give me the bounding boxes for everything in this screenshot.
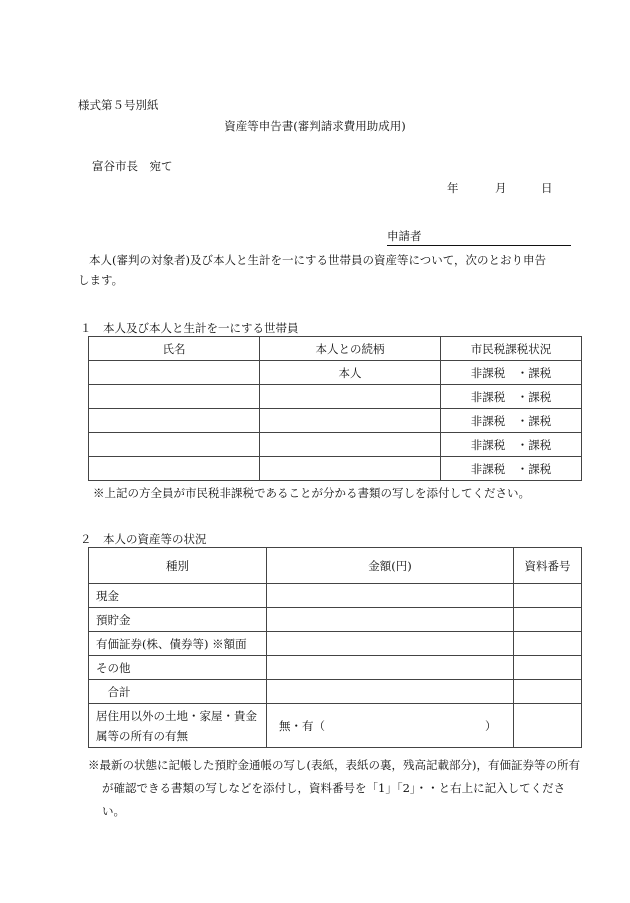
tax-status-cell[interactable]: 非課税 ・課税: [441, 433, 582, 457]
table-row: [89, 433, 582, 457]
date-year: 年: [447, 181, 459, 195]
table-row: [89, 608, 582, 632]
date-day: 日: [541, 181, 553, 195]
section1-heading: １ 本人及び本人と生計を一にする世帯員: [80, 321, 299, 335]
amount-cell[interactable]: [267, 632, 514, 656]
document-title: 資産等申告書(審判請求費用助成用): [224, 119, 406, 133]
table-row: [89, 632, 582, 656]
document-number-cell[interactable]: [514, 704, 582, 748]
asset-type-securities: 有価証券(株、債券等) ※額面: [89, 632, 267, 656]
table-header-row: [89, 548, 582, 584]
table-header-row: [89, 337, 582, 361]
applicant-field[interactable]: [387, 228, 571, 246]
header-amount: 金額(円): [267, 548, 514, 584]
addressee: 富谷市長 宛て: [92, 159, 173, 173]
name-cell[interactable]: [89, 433, 260, 457]
section2-heading: ２ 本人の資産等の状況: [80, 532, 207, 546]
header-document-number: 資料番号: [514, 548, 582, 584]
tax-status-cell[interactable]: 非課税 ・課税: [441, 361, 582, 385]
name-cell[interactable]: [89, 385, 260, 409]
document-number-cell[interactable]: [514, 584, 582, 608]
amount-cell[interactable]: [267, 680, 514, 704]
table-row: [89, 385, 582, 409]
relation-cell[interactable]: [260, 385, 441, 409]
amount-cell[interactable]: [267, 608, 514, 632]
tax-status-cell[interactable]: 非課税 ・課税: [441, 409, 582, 433]
form-number: 様式第５号別紙: [78, 98, 159, 112]
tax-status-cell[interactable]: 非課税 ・課税: [441, 385, 582, 409]
relation-cell[interactable]: [260, 457, 441, 481]
applicant-label: 申請者: [387, 229, 422, 243]
assets-table: [88, 547, 582, 748]
table-row: [89, 704, 582, 748]
name-cell[interactable]: [89, 409, 260, 433]
property-ownership-label: 居住用以外の土地・家屋・貴金 属等の所有の有無: [89, 704, 267, 748]
header-relation: 本人との続柄: [260, 337, 441, 361]
section2-note: ※最新の状態に記帳した預貯金通帳の写し(表紙，表紙の裏，残高記載部分)，有価証券等の所有が確認できる書類の写しなどを添付し，資料番号を「1」「2」・・と右上に記入してください。: [88, 758, 580, 818]
name-cell[interactable]: [89, 361, 260, 385]
amount-cell[interactable]: [267, 584, 514, 608]
document-number-cell[interactable]: [514, 608, 582, 632]
asset-type-cash: 現金: [89, 584, 267, 608]
name-cell[interactable]: [89, 457, 260, 481]
table-row: [89, 457, 582, 481]
asset-type-other: その他: [89, 656, 267, 680]
table-row: [89, 584, 582, 608]
header-name: 氏名: [89, 337, 260, 361]
intro-text: 本人(審判の対象者)及び本人と生計を一にする世帯員の資産等について，次のとおり申告します。: [78, 253, 547, 287]
document-number-cell[interactable]: [514, 632, 582, 656]
header-tax-status: 市民税課税状況: [441, 337, 582, 361]
date-month: 月: [495, 181, 507, 195]
relation-cell[interactable]: [260, 409, 441, 433]
table-row: [89, 656, 582, 680]
relation-cell[interactable]: [260, 433, 441, 457]
property-ownership-value[interactable]: 無・有（ ）: [267, 704, 514, 748]
household-table: [88, 336, 582, 481]
document-number-cell[interactable]: [514, 656, 582, 680]
table-row: [89, 680, 582, 704]
header-type: 種別: [89, 548, 267, 584]
tax-status-cell[interactable]: 非課税 ・課税: [441, 457, 582, 481]
table-row: [89, 409, 582, 433]
section1-note: ※上記の方全員が市民税非課税であることが分かる書類の写しを添付してください。: [93, 486, 530, 500]
asset-type-savings: 預貯金: [89, 608, 267, 632]
document-number-cell[interactable]: [514, 680, 582, 704]
asset-type-total: 合計: [89, 680, 267, 704]
table-row: [89, 361, 582, 385]
amount-cell[interactable]: [267, 656, 514, 680]
relation-cell[interactable]: 本人: [260, 361, 441, 385]
